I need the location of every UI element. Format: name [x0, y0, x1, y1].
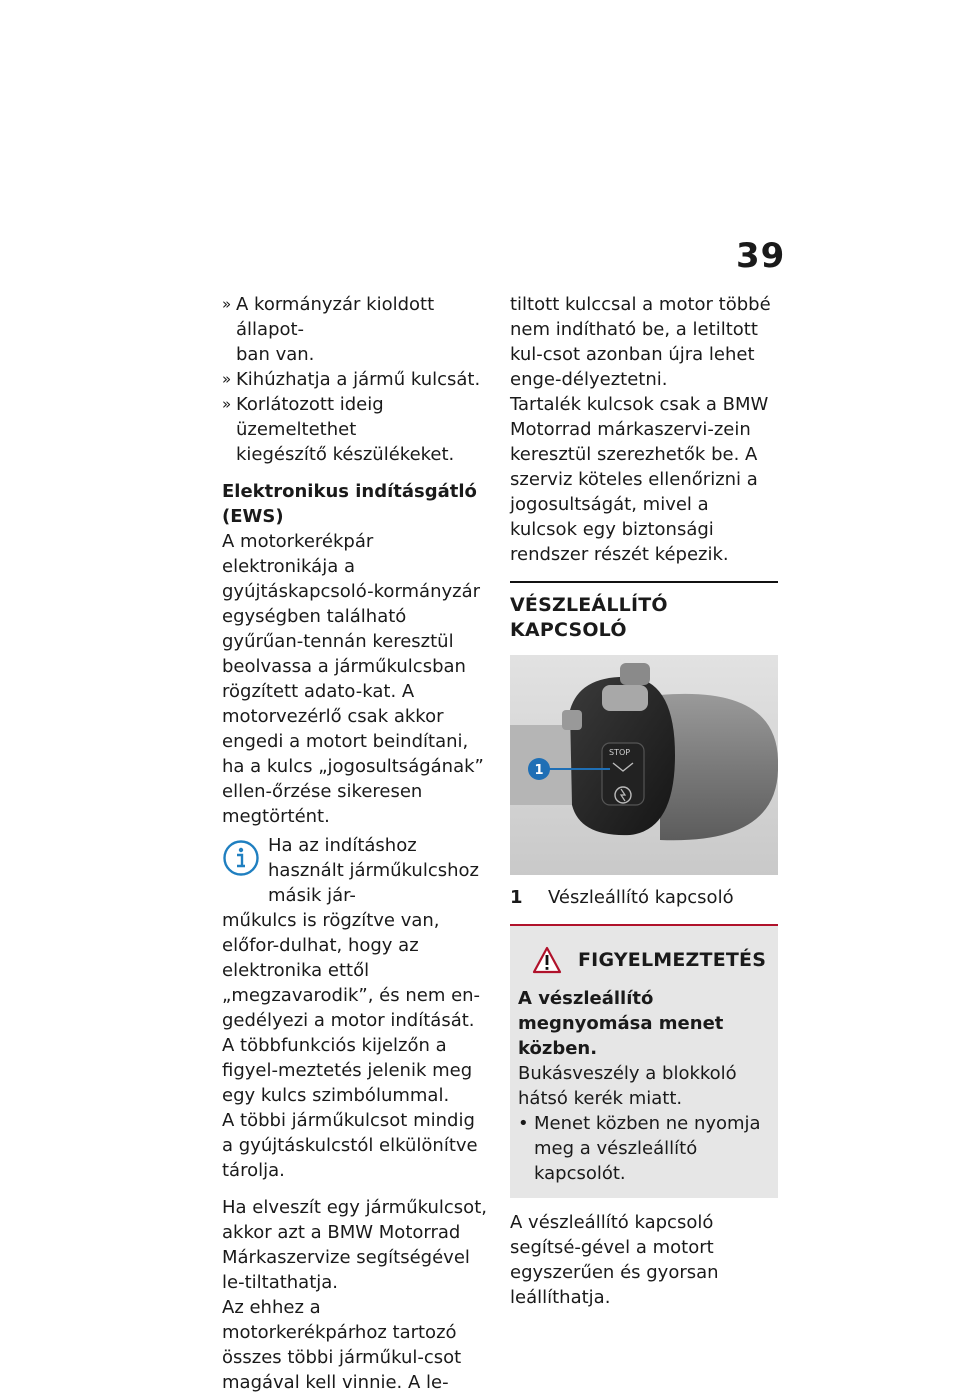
- bullet-mark: »: [222, 370, 232, 388]
- callout-number: 1: [534, 763, 544, 778]
- list-item-text: Korlátozott ideig üzemeltethet kiegészítő készülékeket.: [236, 394, 455, 465]
- list-item: [222, 392, 490, 467]
- list-item-text: Kihúzhatja a jármű kulcsát.: [236, 369, 481, 390]
- list-item: [222, 292, 490, 367]
- bullet-mark: »: [222, 395, 232, 413]
- handlebar-switch-illustration: [510, 655, 778, 875]
- warning-title: FIGYELMEZTETÉS: [578, 948, 767, 971]
- warning-subtitle: A vészleállító megnyomása menet közben.: [518, 988, 724, 1059]
- paragraph: A motorkerékpár elektronikája a gyújtáskapcsoló-kormányzár egységben található gyűrűan-tennán keresztül beolvassa a járműkulcsban rögzített adato-kat. A motorvezérlő csak akkor engedi a motort beindítani, ha a kulcs „jogosultságának” ellen-őrzése sikeresen megtörtént.: [222, 531, 484, 827]
- section-heading: Elektronikus indításgátló (EWS): [222, 481, 477, 527]
- info-icon: [222, 839, 260, 877]
- warning-box: [510, 924, 778, 1198]
- page-number: 39: [736, 236, 786, 276]
- paragraph: Az ehhez a motorkerékpárhoz tartozó összes többi járműkul-csot magával kell vinnie. A le-: [222, 1297, 462, 1393]
- bullet-mark: •: [518, 1113, 529, 1134]
- right-column: [510, 292, 778, 1310]
- section-title: VÉSZLEÁLLÍTÓ KAPCSOLÓ: [510, 594, 668, 641]
- left-column: [222, 292, 490, 1395]
- info-text: Ha az indításhoz használt járműkulcshoz másik jár-: [268, 835, 479, 906]
- list-item: [222, 367, 490, 392]
- paragraph: A többi járműkulcsot mindig a gyújtáskulcstól elkülönítve tárolja.: [222, 1110, 478, 1181]
- caption-number: 1: [510, 887, 523, 908]
- handlebar-switch-photo: [510, 655, 778, 875]
- info-note: [222, 833, 490, 1108]
- paragraph: tiltott kulccsal a motor többé nem indítható be, a letiltott kul-csot azonban újra lehet enge-délyeztetni.: [510, 294, 771, 390]
- warning-header: [518, 946, 768, 974]
- section-divider: [510, 581, 778, 583]
- warning-text: Bukásveszély a blokkoló hátsó kerék miatt.: [518, 1063, 737, 1109]
- warning-triangle-icon: [532, 946, 562, 974]
- list-item-text: A kormányzár kioldott állapot- ban van.: [236, 294, 435, 365]
- paragraph: A vészleállító kapcsoló segítsé-gével a motort egyszerűen és gyorsan leállíthatja.: [510, 1212, 719, 1308]
- info-text: műkulcs is rögzítve van, előfor-dulhat, hogy az elektronika ettől „megzavarodik”, és nem en-gedélyezi a motor indítását. A többfunkciós kijelzőn a figyel-meztetés jelenik meg egy kulcs szimbólummal.: [222, 910, 481, 1106]
- caption-text: Vészleállító kapcsoló: [548, 887, 734, 908]
- warning-bullet: [518, 1111, 768, 1186]
- switch-label: STOP: [609, 748, 631, 757]
- paragraph: Ha elveszít egy járműkulcsot, akkor azt a BMW Motorrad Márkaszervize segítségével le-tiltathatja.: [222, 1197, 487, 1293]
- bullet-mark: »: [222, 295, 232, 313]
- paragraph: Tartalék kulcsok csak a BMW Motorrad márkaszervi-zein keresztül szerezhetők be. A szerviz köteles ellenőrizni a jogosultságát, mivel a kulcsok egy biztonsági rendszer részét képezik.: [510, 394, 769, 565]
- figure-caption: [510, 885, 778, 910]
- warning-bullet-text: Menet közben ne nyomja meg a vészleállító kapcsolót.: [534, 1113, 761, 1184]
